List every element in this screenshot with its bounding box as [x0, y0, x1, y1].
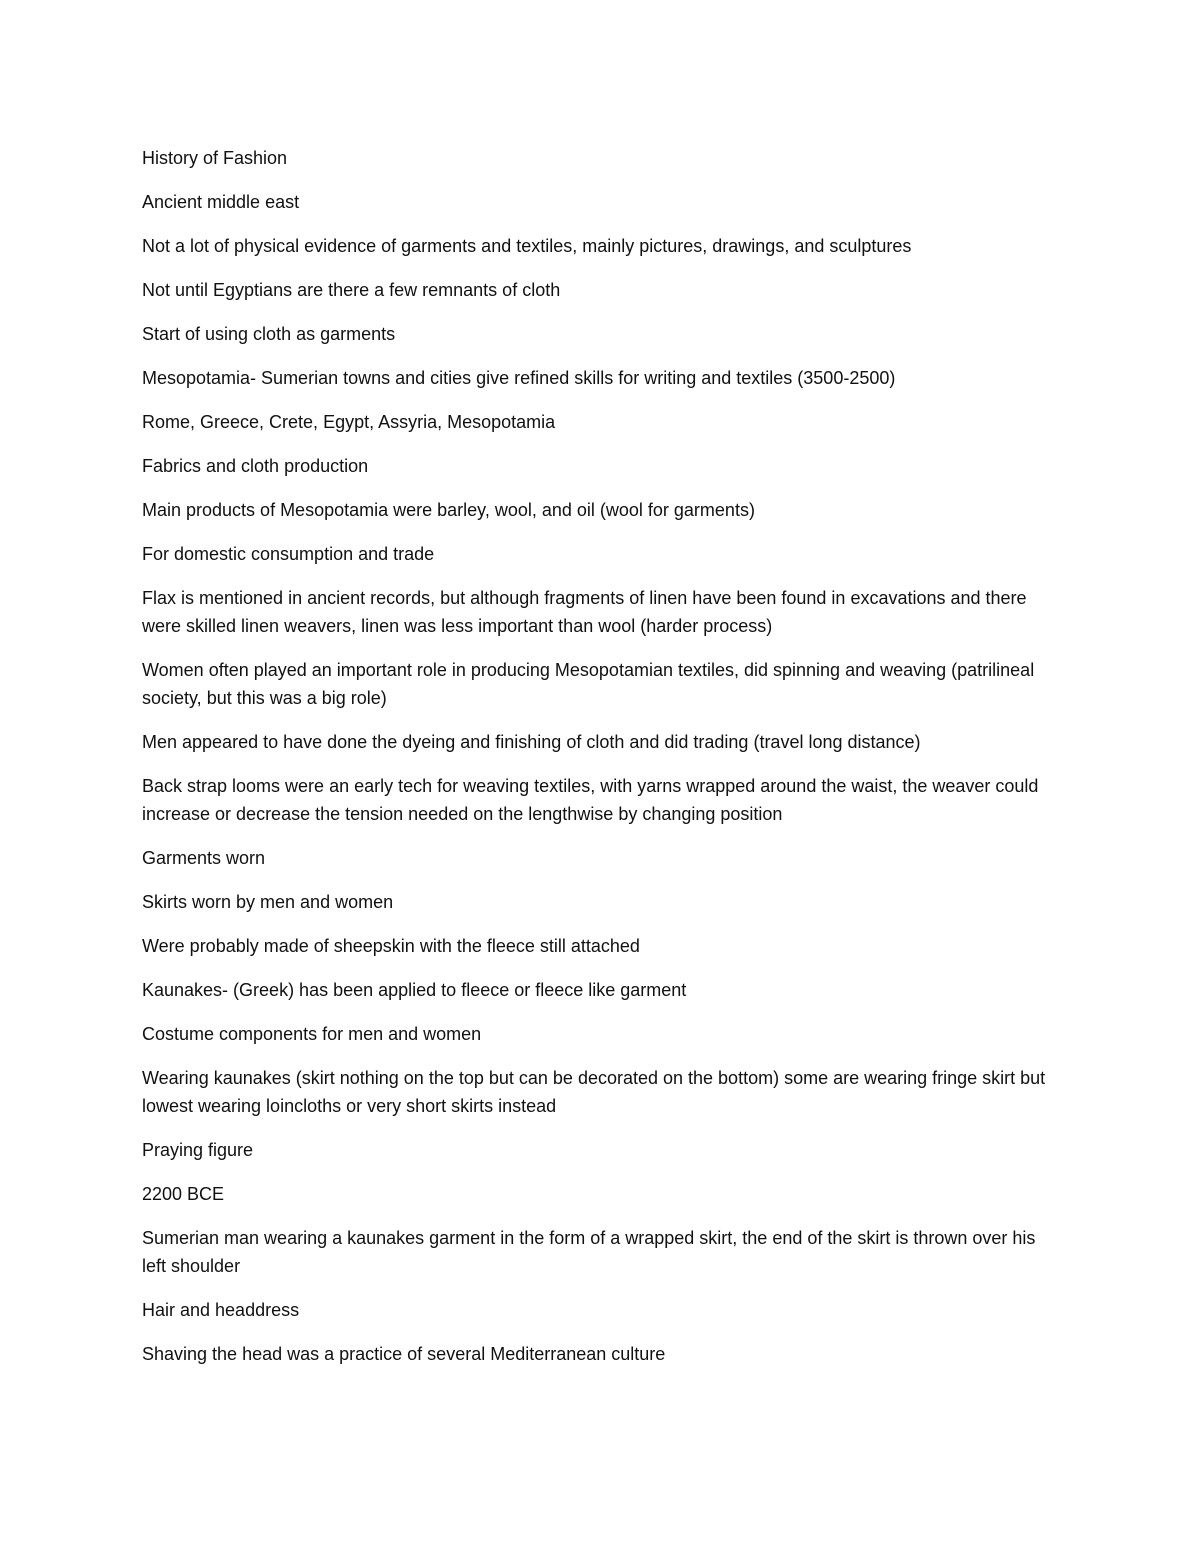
- body-paragraph: Rome, Greece, Crete, Egypt, Assyria, Mesopotamia: [142, 412, 556, 432]
- body-paragraph: Start of using cloth as garments: [142, 324, 396, 344]
- section-heading: Ancient middle east: [142, 192, 300, 212]
- body-paragraph: 2200 BCE: [142, 1184, 225, 1204]
- body-paragraph: Mesopotamia- Sumerian towns and cities give refined skills for writing and textiles (3500-2500): [142, 368, 896, 388]
- body-paragraph: Sumerian man wearing a kaunakes garment in the form of a wrapped skirt, the end of the skirt is thrown over his left shoulder: [142, 1228, 1036, 1276]
- body-paragraph: Back strap looms were an early tech for weaving textiles, with yarns wrapped around the waist, the weaver could increase or decrease the tension needed on the lengthwise by changing position: [142, 776, 1039, 824]
- document-title: History of Fashion: [142, 148, 288, 168]
- section-heading: Fabrics and cloth production: [142, 456, 369, 476]
- body-paragraph: Main products of Mesopotamia were barley, wool, and oil (wool for garments): [142, 500, 755, 520]
- body-paragraph: Not a lot of physical evidence of garments and textiles, mainly pictures, drawings, and sculptures: [142, 236, 912, 256]
- body-paragraph: Shaving the head was a practice of several Mediterranean culture: [142, 1344, 666, 1364]
- section-heading: Garments worn: [142, 848, 266, 868]
- body-paragraph: Flax is mentioned in ancient records, but although fragments of linen have been found in excavations and there were skilled linen weavers, linen was less important than wool (harder process): [142, 588, 1027, 636]
- body-paragraph: Men appeared to have done the dyeing and finishing of cloth and did trading (travel long distance): [142, 732, 921, 752]
- body-paragraph: Were probably made of sheepskin with the fleece still attached: [142, 936, 640, 956]
- section-heading: Hair and headdress: [142, 1300, 300, 1320]
- body-paragraph: For domestic consumption and trade: [142, 544, 435, 564]
- body-paragraph: Women often played an important role in producing Mesopotamian textiles, did spinning and weaving (patrilineal society, but this was a big role): [142, 660, 1035, 708]
- body-paragraph: Wearing kaunakes (skirt nothing on the top but can be decorated on the bottom) some are wearing fringe skirt but lowest wearing loincloths or very short skirts instead: [142, 1068, 1046, 1116]
- body-paragraph: Not until Egyptians are there a few remnants of cloth: [142, 280, 561, 300]
- body-paragraph: Praying figure: [142, 1140, 254, 1160]
- body-paragraph: Kaunakes- (Greek) has been applied to fleece or fleece like garment: [142, 980, 687, 1000]
- body-paragraph: Skirts worn by men and women: [142, 892, 394, 912]
- section-heading: Costume components for men and women: [142, 1024, 482, 1044]
